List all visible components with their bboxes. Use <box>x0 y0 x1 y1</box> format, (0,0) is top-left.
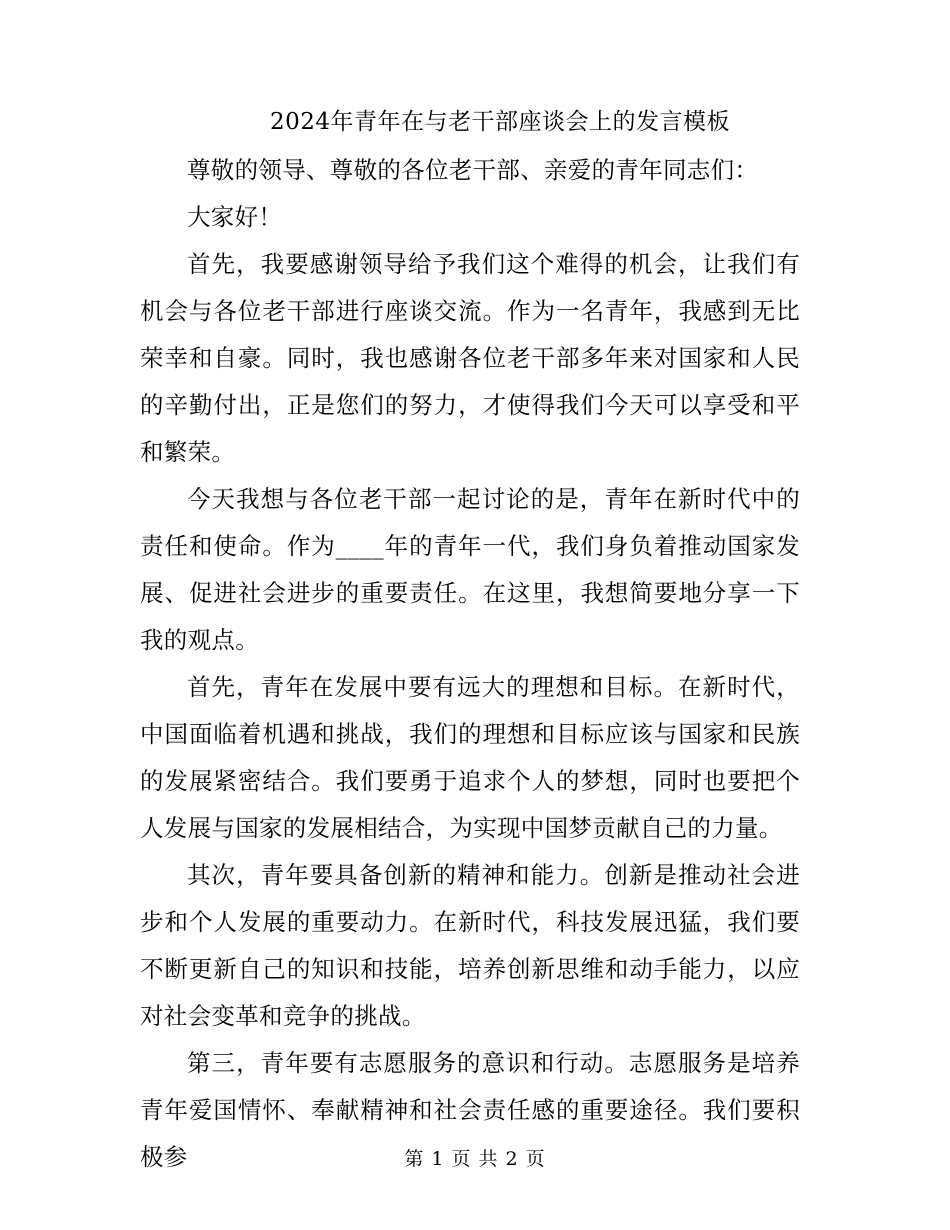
body-paragraph: 其次，青年要具备创新的精神和能力。创新是推动社会进步和个人发展的重要动力。在新时代，科技发展迅猛，我们要不断更新自己的知识和技能，培养创新思维和动手能力，以应对社会变革和竞争的挑战。 <box>140 861 800 1030</box>
page-number-footer: 第 1 页 共 2 页 <box>404 1148 546 1170</box>
greeting-paragraph: 大家好！ <box>187 203 283 231</box>
body-paragraph: 第三，青年要有志愿服务的意识和行动。志愿服务是培养青年爱国情怀、奉献精神和社会责任感的重要途径。我们要积极参 <box>140 1049 800 1171</box>
body-paragraph: 今天我想与各位老干部一起讨论的是，青年在新时代中的责任和使命。作为____年的青年一代，我们身负着推动国家发展、促进社会进步的重要责任。在这里，我想简要地分享一下我的观点。 <box>140 485 800 654</box>
document-body <box>140 147 800 1181</box>
salutation-paragraph: 尊敬的领导、尊敬的各位老干部、亲爱的青年同志们： <box>187 156 759 184</box>
document-title: 2024年青年在与老干部座谈会上的发言模板 <box>269 109 731 135</box>
body-paragraph: 首先，青年在发展中要有远大的理想和目标。在新时代，中国面临着机遇和挑战，我们的理想和目标应该与国家和民族的发展紧密结合。我们要勇于追求个人的梦想，同时也要把个人发展与国家的发展相结合，为实现中国梦贡献自己的力量。 <box>140 673 800 842</box>
body-paragraph: 首先，我要感谢领导给予我们这个难得的机会，让我们有机会与各位老干部进行座谈交流。作为一名青年，我感到无比荣幸和自豪。同时，我也感谢各位老干部多年来对国家和人民的辛勤付出，正是您们的努力，才使得我们今天可以享受和平和繁荣。 <box>140 250 800 466</box>
